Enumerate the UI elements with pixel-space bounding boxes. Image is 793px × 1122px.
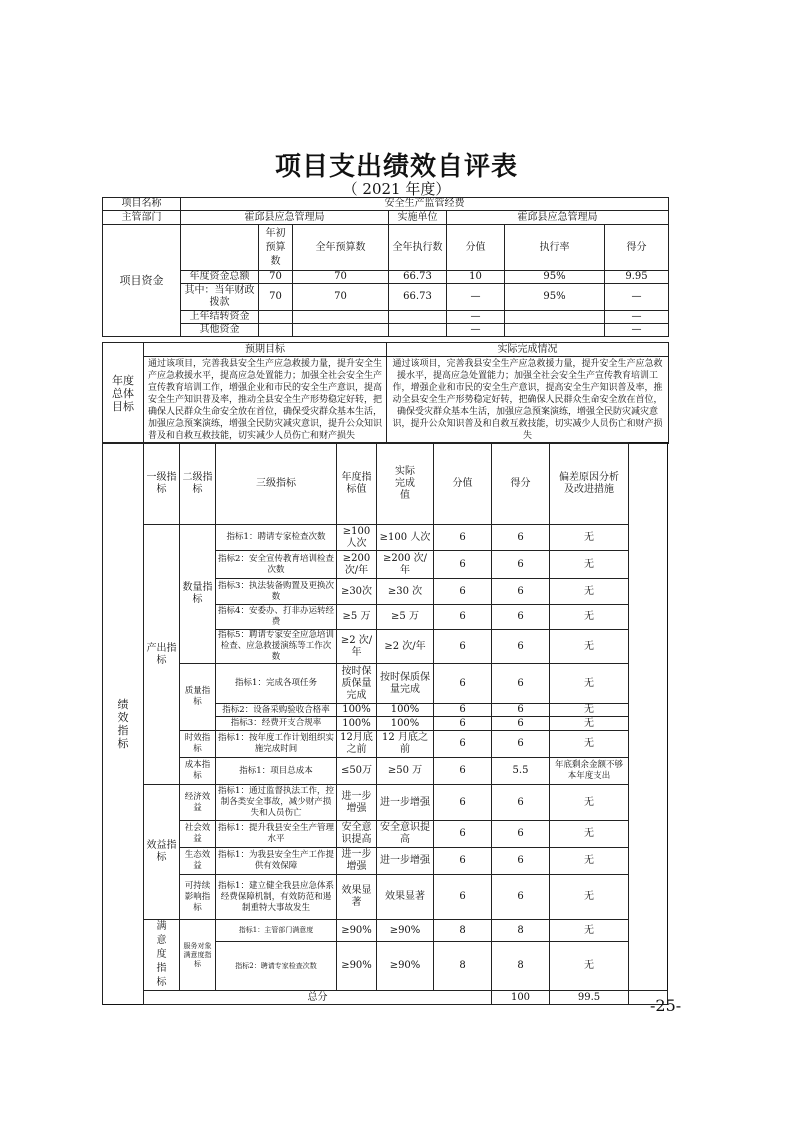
indicator-score: 6 (492, 704, 550, 717)
indicator-target: ≥200次/年 (337, 551, 377, 579)
funds-row-annual: 70 (293, 271, 389, 284)
indicator-actual: 12 月底之前 (377, 731, 434, 758)
indicator-row (103, 785, 668, 821)
header-actual: 实际完成值 (377, 443, 434, 525)
funds-row-score-value: 10 (447, 271, 505, 284)
indicator-row (103, 525, 668, 551)
total-score: 99.5 (550, 991, 629, 1005)
indicator-score-value: 6 (434, 875, 492, 920)
indicator-remark: 年底剩余金额不够本年度支出 (550, 758, 629, 785)
indicator-remark: 无 (550, 821, 629, 848)
dept-label: 主管部门 (103, 211, 181, 225)
impl-label: 实施单位 (389, 211, 447, 225)
indicator-actual: 进一步增强 (377, 848, 434, 875)
indicator-score: 6 (492, 551, 550, 579)
indicator-score: 6 (492, 525, 550, 551)
indicator-remark: 无 (550, 605, 629, 630)
header-level2: 二级指标 (180, 443, 216, 525)
indicator-actual: ≥100 人次 (377, 525, 434, 551)
indicator-score-value: 6 (434, 785, 492, 821)
indicator-remark: 无 (550, 579, 629, 605)
indicator-score-value: 6 (434, 704, 492, 717)
indicator-actual: ≥50 万 (377, 758, 434, 785)
indicator-name: 指标1：主管部门满意度 (216, 920, 337, 942)
indicator-actual: 安全意识提高 (377, 821, 434, 848)
total-row (103, 991, 668, 1005)
funds-row-score-value: — (447, 324, 505, 337)
indicator-name: 指标3：执法装备购置及更换次数 (216, 579, 337, 605)
indicator-target: 按时保质保量完成 (337, 664, 377, 704)
indicator-target: ≥100人次 (337, 525, 377, 551)
funds-row-executed: 66.73 (389, 284, 447, 311)
indicator-remark: 无 (550, 630, 629, 664)
indicator-score-value: 6 (434, 731, 492, 758)
indicator-name: 指标1：完成各项任务 (216, 664, 337, 704)
project-name-value: 安全生产监管经费 (181, 198, 669, 211)
indicator-name: 指标2：设备采购验收合格率 (216, 704, 337, 717)
indicator-remark: 无 (550, 848, 629, 875)
indicator-row (103, 821, 668, 848)
funds-header-score: 得分 (605, 225, 669, 271)
total-label: 总分 (144, 991, 492, 1005)
expected-goal-text: 通过该项目，完善我县安全生产应急救援力量，提升安全生产应急救援水平，提高应急处置能力；加强全社会安全生产宣传教育培训工作，增强企业和市民的安全生产意识，提高安全生产知识普及率，推动全县安全生产形势稳定好转，把确保人民群众生命安全放在首位，确保受灾群众基本生活，加强应急预案演练，增强全民防灾减灾意识，提升公众知识普及和自救互救技能，切实减少人员伤亡和财产损失 (144, 357, 387, 444)
funds-row-rate: 95% (505, 284, 605, 311)
indicator-actual: ≥90% (377, 920, 434, 942)
dept-row (103, 211, 669, 225)
page-title: 项目支出绩效自评表 (274, 152, 518, 182)
indicator-score: 6 (492, 664, 550, 704)
indicator-remark: 无 (550, 717, 629, 731)
funds-row-initial (259, 311, 293, 324)
indicator-remark: 无 (550, 525, 629, 551)
subgroup-social: 社会效益 (180, 821, 216, 848)
goals-header-row (103, 343, 669, 357)
header-target: 年度指标值 (337, 443, 377, 525)
funds-row-rate (505, 311, 605, 324)
indicator-score-value: 6 (434, 630, 492, 664)
indicator-name: 指标3：经费开支合规率 (216, 717, 337, 731)
performance-section-label: 绩效指标 (103, 443, 144, 1005)
funds-row (103, 284, 669, 311)
header-remark: 偏差原因分析及改进措施 (550, 443, 629, 525)
indicator-actual: 按时保质保量完成 (377, 664, 434, 704)
indicator-target: ≥90% (337, 920, 377, 942)
indicator-name: 指标1：为我县安全生产工作提供有效保障 (216, 848, 337, 875)
funds-row-score-value: — (447, 284, 505, 311)
indicator-name: 指标5：聘请专家安全应急培训检查、应急救援演练等工作次数 (216, 630, 337, 664)
funds-row-initial: 70 (259, 284, 293, 311)
funds-row-label: 其他资金 (181, 324, 259, 337)
subgroup-sustainable: 可持续影响指标 (180, 875, 216, 920)
funds-header-annual: 全年预算数 (293, 225, 389, 271)
funds-row-score-value: — (447, 311, 505, 324)
goals-content-row (103, 357, 669, 444)
subgroup-service: 服务对象满意度指标 (180, 920, 216, 991)
indicator-name: 指标1：建立健全我县应急体系经费保障机制，有效防范和遏制重特大事故发生 (216, 875, 337, 920)
indicator-score: 6 (492, 605, 550, 630)
goals-table (102, 342, 669, 444)
indicator-score-value: 6 (434, 758, 492, 785)
indicator-target: 效果显著 (337, 875, 377, 920)
funds-row (103, 311, 669, 324)
indicator-target: 安全意识提高 (337, 821, 377, 848)
indicator-actual: ≥30 次 (377, 579, 434, 605)
funds-row-executed (389, 324, 447, 337)
indicator-actual: ≥200 次/年 (377, 551, 434, 579)
header-level1: 一级指标 (144, 443, 180, 525)
indicator-target: 100% (337, 717, 377, 731)
indicator-score: 6 (492, 731, 550, 758)
indicator-remark: 无 (550, 704, 629, 717)
indicator-score-value: 6 (434, 664, 492, 704)
indicator-score-value: 6 (434, 579, 492, 605)
funds-header-rate: 执行率 (505, 225, 605, 271)
indicator-actual: 100% (377, 704, 434, 717)
subgroup-economic: 经济效益 (180, 785, 216, 821)
indicator-row (103, 758, 668, 785)
indicator-remark: 无 (550, 664, 629, 704)
indicator-target: ≤50万 (337, 758, 377, 785)
indicator-score: 8 (492, 920, 550, 942)
indicator-row (103, 664, 668, 704)
indicator-remark: 无 (550, 785, 629, 821)
indicator-actual: ≥2 次/年 (377, 630, 434, 664)
funds-row-rate: 95% (505, 271, 605, 284)
header-score: 得分 (492, 443, 550, 525)
indicator-score: 6 (492, 717, 550, 731)
indicator-actual: 进一步增强 (377, 785, 434, 821)
indicator-target: ≥90% (337, 942, 377, 991)
funds-row (103, 271, 669, 284)
funds-row-initial: 70 (259, 271, 293, 284)
funds-row-rate (505, 324, 605, 337)
indicator-row (103, 731, 668, 758)
funds-row-score: 9.95 (605, 271, 669, 284)
indicator-score: 6 (492, 848, 550, 875)
indicator-actual: 效果显著 (377, 875, 434, 920)
indicator-remark: 无 (550, 942, 629, 991)
funds-section-label: 项目资金 (103, 225, 181, 337)
indicator-target: 12月底之前 (337, 731, 377, 758)
actual-result-label: 实际完成情况 (387, 343, 669, 357)
dept-value: 霍邱县应急管理局 (181, 211, 389, 225)
indicator-target: ≥5 万 (337, 605, 377, 630)
funds-row (103, 324, 669, 337)
indicator-score: 5.5 (492, 758, 550, 785)
indicator-name: 指标1：通过监督执法工作，控制各类安全事故，减少财产损失和人员伤亡 (216, 785, 337, 821)
indicator-score: 6 (492, 785, 550, 821)
actual-result-text: 通过该项目，完善我县安全生产应急救援力量，提升安全生产应急救援水平，提高应急处置能力；加强全社会安全生产宣传教育培训工作，增强企业和市民的安全生产意识，提高安全生产知识普及率，推动全县安全生产形势稳定好转，把确保人民群众生命安全放在首位，确保受灾群众基本生活，加强应急预案演练，增强全民防灾减灾意识，提升公众知识普及和自救互救技能，切实减少人员伤亡和财产损失 (387, 357, 669, 444)
indicator-remark: 无 (550, 920, 629, 942)
funds-row-initial (259, 324, 293, 337)
indicator-name: 指标4：安委办、打非办运转经费 (216, 605, 337, 630)
funds-header-blank (181, 225, 259, 271)
indicator-actual: ≥5 万 (377, 605, 434, 630)
indicator-remark: 无 (550, 551, 629, 579)
indicator-score-value: 6 (434, 551, 492, 579)
indicator-score: 6 (492, 630, 550, 664)
indicator-score: 6 (492, 875, 550, 920)
group-benefit: 效益指标 (144, 785, 180, 920)
indicator-actual: ≥90% (377, 942, 434, 991)
indicator-actual: 100% (377, 717, 434, 731)
indicator-score-value: 8 (434, 942, 492, 991)
performance-header-row (103, 443, 668, 525)
indicator-target: ≥2 次/年 (337, 630, 377, 664)
indicator-score-value: 6 (434, 717, 492, 731)
impl-value: 霍邱县应急管理局 (447, 211, 669, 225)
group-satisfaction: 满意度指标 (144, 920, 180, 991)
subgroup-cost: 成本指标 (180, 758, 216, 785)
performance-table (102, 442, 668, 1005)
indicator-target: 进一步增强 (337, 785, 377, 821)
subgroup-ecological: 生态效益 (180, 848, 216, 875)
page-number: -25- (650, 996, 682, 1015)
indicator-name: 指标1：聘请专家检查次数 (216, 525, 337, 551)
subgroup-timeliness: 时效指标 (180, 731, 216, 758)
funds-row-score: — (605, 284, 669, 311)
funds-row-annual: 70 (293, 284, 389, 311)
indicator-score-value: 6 (434, 821, 492, 848)
indicator-remark: 无 (550, 875, 629, 920)
funds-header-executed: 全年执行数 (389, 225, 447, 271)
indicator-score-value: 6 (434, 605, 492, 630)
funds-row-annual (293, 324, 389, 337)
indicator-row (103, 920, 668, 942)
funds-row-annual (293, 311, 389, 324)
funds-header-score-value: 分值 (447, 225, 505, 271)
funds-row-label: 上年结转资金 (181, 311, 259, 324)
indicator-target: ≥30次 (337, 579, 377, 605)
project-name-label: 项目名称 (103, 198, 181, 211)
year-subtitle: （ 2021 年度） (342, 180, 451, 198)
indicator-target: 进一步增强 (337, 848, 377, 875)
funds-header-row (103, 225, 669, 271)
goals-section-label: 年度总体目标 (103, 343, 144, 444)
total-score-value: 100 (492, 991, 550, 1005)
funds-row-label: 其中：当年财政拨款 (181, 284, 259, 311)
indicator-score-value: 6 (434, 848, 492, 875)
indicator-score: 6 (492, 579, 550, 605)
indicator-name: 指标2：聘请专家检查次数 (216, 942, 337, 991)
funds-row-executed: 66.73 (389, 271, 447, 284)
indicator-score-value: 8 (434, 920, 492, 942)
group-output: 产出指标 (144, 525, 180, 785)
indicator-remark: 无 (550, 731, 629, 758)
indicator-name: 指标1：按年度工作计划组织实施完成时间 (216, 731, 337, 758)
header-score-value: 分值 (434, 443, 492, 525)
basic-funds-table (102, 197, 669, 337)
funds-row-label: 年度资金总额 (181, 271, 259, 284)
subgroup-quantity: 数量指标 (180, 525, 216, 664)
funds-row-score: — (605, 324, 669, 337)
indicator-name: 指标2：安全宣传教育培训检查次数 (216, 551, 337, 579)
indicator-row (103, 848, 668, 875)
header-level3: 三级指标 (216, 443, 337, 525)
project-name-row (103, 198, 669, 211)
funds-header-initial: 年初预算数 (259, 225, 293, 271)
expected-goal-label: 预期目标 (144, 343, 387, 357)
indicator-row (103, 875, 668, 920)
indicator-name: 指标1：提升我县安全生产管理水平 (216, 821, 337, 848)
indicator-score: 6 (492, 821, 550, 848)
indicator-score: 8 (492, 942, 550, 991)
indicator-target: 100% (337, 704, 377, 717)
indicator-name: 指标1：项目总成本 (216, 758, 337, 785)
funds-row-score: — (605, 311, 669, 324)
indicator-score-value: 6 (434, 525, 492, 551)
subgroup-quality: 质量指标 (180, 664, 216, 731)
funds-row-executed (389, 311, 447, 324)
